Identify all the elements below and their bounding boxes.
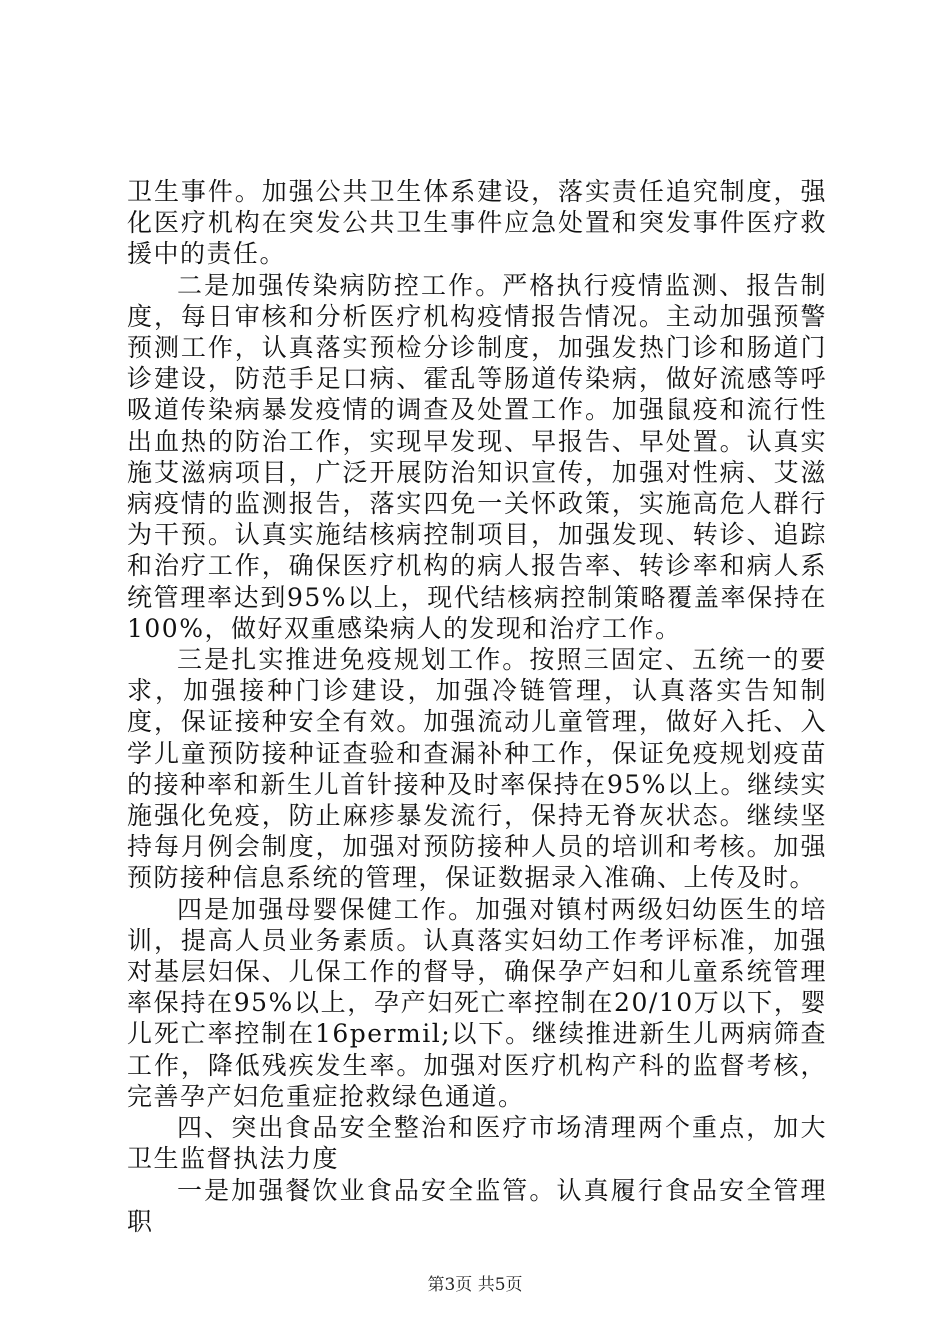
paragraph-4: 四是加强母婴保健工作。加强对镇村两级妇幼医生的培训，提高人员业务素质。认真落实妇幼工作考评标准，加强对基层妇保、儿保工作的督导，确保孕产妇和儿童系统管理率保持在95%以上，孕产妇死亡率控制在20/10万以下，婴儿死亡率控制在16permil;以下。继续推进新生儿两病筛查工作，降低残疾发生率。加强对医疗机构产科的监督考核，完善孕产妇危重症抢救绿色通道。 <box>127 894 827 1111</box>
section-heading: 四、突出食品安全整治和医疗市场清理两个重点，加大卫生监督执法力度 <box>127 1113 827 1174</box>
paragraph-2: 二是加强传染病防控工作。严格执行疫情监测、报告制度，每日审核和分析医疗机构疫情报告情况。主动加强预警预测工作，认真落实预检分诊制度，加强发热门诊和肠道门诊建设，防范手足口病、霍乱等肠道传染病，做好流感等呼吸道传染病暴发疫情的调查及处置工作。加强鼠疫和流行性出血热的防治工作，实现早发现、早报告、早处置。认真实施艾滋病项目，广泛开展防治知识宣传，加强对性病、艾滋病疫情的监测报告，落实四免一关怀政策，实施高危人群行为干预。认真实施结核病控制项目，加强发现、转诊、追踪和治疗工作，确保医疗机构的病人报告率、转诊率和病人系统管理率达到95%以上，现代结核病控制策略覆盖率保持在100%，做好双重感染病人的发现和治疗工作。 <box>127 270 827 643</box>
page-number-footer: 第3页 共5页 <box>427 1275 523 1295</box>
paragraph-1: 卫生事件。加强公共卫生体系建设，落实责任追究制度，强化医疗机构在突发公共卫生事件应急处置和突发事件医疗救援中的责任。 <box>127 177 827 269</box>
paragraph-5: 一是加强餐饮业食品安全监管。认真履行食品安全管理职 <box>127 1175 827 1236</box>
paragraph-3: 三是扎实推进免疫规划工作。按照三固定、五统一的要求，加强接种门诊建设，加强冷链管理，认真落实告知制度，保证接种安全有效。加强流动儿童管理，做好入托、入学儿童预防接种证查验和查漏补种工作，保证免疫规划疫苗的接种率和新生儿首针接种及时率保持在95%以上。继续实施强化免疫，防止麻疹暴发流行，保持无脊灰状态。继续坚持每月例会制度，加强对预防接种人员的培训和考核。加强预防接种信息系统的管理，保证数据录入准确、上传及时。 <box>127 645 827 893</box>
document-body <box>127 176 827 1237</box>
